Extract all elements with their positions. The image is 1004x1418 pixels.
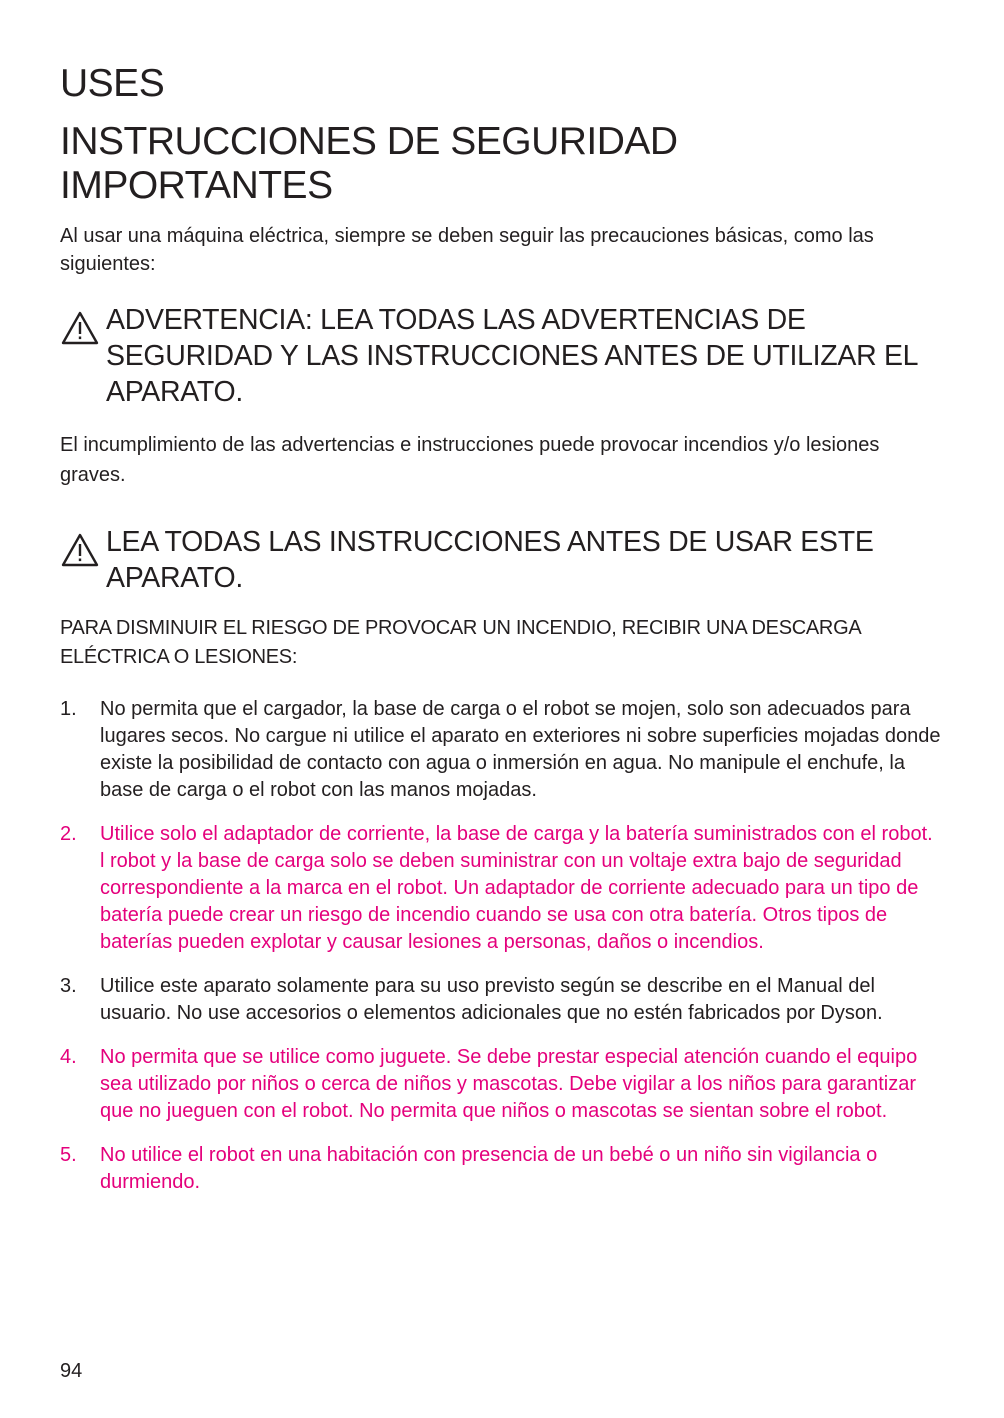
warning-text-1: ADVERTENCIA: LEA TODAS LAS ADVERTENCIAS DE SEGURIDAD Y LAS INSTRUCCIONES ANTES DE UTILIZAR EL APARATO. — [106, 304, 918, 408]
item-text: No utilice el robot en una habitación con presencia de un bebé o un niño sin vigilancia o durmiendo. — [100, 1144, 878, 1193]
list-item — [60, 696, 942, 804]
warning-triangle-icon — [60, 310, 100, 346]
list-item — [60, 821, 942, 956]
item-number: 2. — [60, 823, 77, 845]
list-item — [60, 1142, 942, 1196]
item-number: 5. — [60, 1144, 77, 1166]
item-text: No permita que el cargador, la base de carga o el robot se mojen, solo son adecuados para lugares secos. No cargue ni utilice el aparato en exteriores ni sobre superficies mojadas donde existe la posibilidad de contacto con agua o inmersión en agua. No manipule el enchufe, la base de carga o el robot con las manos mojadas. — [100, 698, 941, 801]
list-item — [60, 973, 942, 1027]
title-line-1: INSTRUCCIONES DE SEGURIDAD — [60, 120, 678, 163]
item-text: No permita que se utilice como juguete. Se debe prestar especial atención cuando el equipo sea utilizado por niños o cerca de niños y mascotas. Debe vigilar a los niños para garantizar que no jueguen con el robot. No permita que niños o mascotas se sientan sobre el robot. — [100, 1046, 918, 1122]
item-text: Utilice este aparato solamente para su uso previsto según se describe en el Manual del usuario. No use accesorios o elementos adicionales que no estén fabricados por Dyson. — [100, 975, 883, 1024]
warning-triangle-icon — [60, 532, 100, 568]
safety-instructions-list — [60, 696, 942, 1196]
list-item — [60, 1044, 942, 1125]
document-page — [60, 62, 942, 1213]
warning-block-1 — [60, 302, 942, 410]
item-number: 4. — [60, 1046, 77, 1068]
intro-paragraph: Al usar una máquina eléctrica, siempre se deben seguir las precauciones básicas, como las siguientes: — [60, 225, 874, 275]
section-label: USES — [60, 62, 165, 105]
page-number: 94 — [60, 1360, 83, 1382]
item-number: 1. — [60, 698, 77, 720]
title-line-2: IMPORTANTES — [60, 164, 333, 207]
item-text: Utilice solo el adaptador de corriente, la base de carga y la batería suministrados con el robot. l robot y la base de carga solo se deben suministrar con un voltaje extra bajo de seguridad correspondiente a la marca en el robot. Un adaptador de corriente adecuado para un tipo de batería puede crear un riesgo de incendio cuando se usa con otra batería. Otros tipos de baterías pueden explotar y causar lesiones a personas, daños o incendios. — [100, 823, 933, 953]
item-number: 3. — [60, 975, 77, 997]
warning-text-2: LEA TODAS LAS INSTRUCCIONES ANTES DE USAR ESTE APARATO. — [106, 526, 874, 594]
consequence-paragraph: El incumplimiento de las advertencias e instrucciones puede provocar incendios y/o lesiones graves. — [60, 434, 880, 486]
page-title — [60, 120, 942, 208]
warning-block-2 — [60, 524, 942, 596]
risk-heading: PARA DISMINUIR EL RIESGO DE PROVOCAR UN INCENDIO, RECIBIR UNA DESCARGA ELÉCTRICA O LESIONES: — [60, 617, 861, 668]
